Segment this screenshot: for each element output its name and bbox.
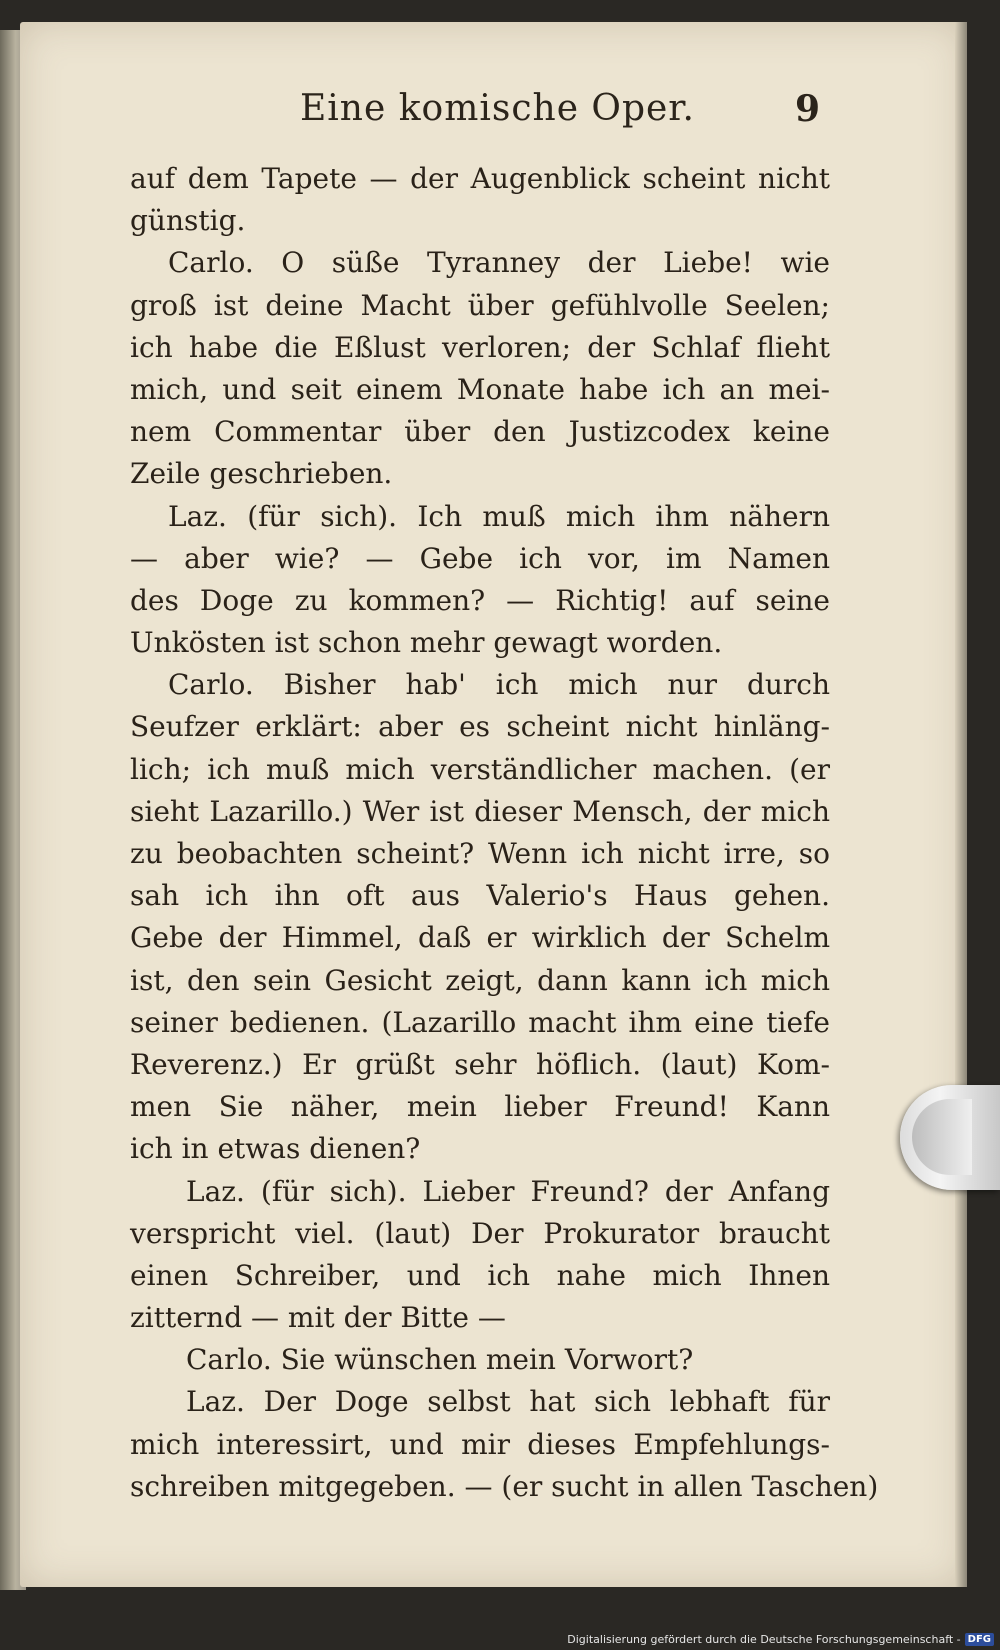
text-line: des Doge zu kommen? — Richtig! auf seine [130, 583, 830, 617]
text-line: sieht Lazarillo.) Wer ist dieser Mensch, der mich [130, 794, 830, 828]
clip-tab-highlight [912, 1099, 972, 1175]
text-line: lich; ich muß mich verständlicher machen. (er [130, 752, 830, 786]
text-line: günstig. [130, 204, 246, 238]
text-line: zitternd — mit der Bitte — [130, 1301, 506, 1335]
text-line: verspricht viel. (laut) Der Prokurator braucht [130, 1216, 830, 1250]
text-line: Seufzer erklärt: aber es scheint nicht hinläng- [130, 710, 830, 744]
text-line: groß ist deine Macht über gefühlvolle Seelen; [130, 288, 830, 322]
text-line: ich in etwas dienen? [130, 1132, 421, 1166]
text-line: — aber wie? — Gebe ich vor, im Namen [130, 541, 830, 575]
text-line: men Sie näher, mein lieber Freund! Kann [130, 1090, 830, 1124]
text-line: auf dem Tapete — der Augenblick scheint nicht [130, 162, 830, 195]
text-line: einen Schreiber, und ich nahe mich Ihnen [130, 1258, 830, 1292]
text-line: nem Commentar über den Justizcodex keine [130, 415, 830, 449]
text-line: mich, und seit einem Monate habe ich an mei- [130, 372, 830, 406]
text-line: sah ich ihn oft aus Valerio's Haus gehen. [130, 879, 830, 913]
running-title: Eine komische Oper. [300, 88, 695, 129]
text-line: zu beobachten scheint? Wenn ich nicht irre, so [130, 837, 830, 870]
text-line-speaker: Carlo. Bisher hab' ich mich nur durch [168, 668, 830, 702]
text-line-speaker: Laz. (für sich). Lieber Freund? der Anfang [186, 1174, 830, 1208]
text-line: ist, den sein Gesicht zeigt, dann kann ich mich [130, 963, 830, 997]
text-line: Reverenz.) Er grüßt sehr höflich. (laut) Kom- [130, 1047, 830, 1081]
text-line-speaker: Carlo. Sie wünschen mein Vorwort? [186, 1343, 694, 1377]
text-line: ich habe die Eßlust verloren; der Schlaf flieht [130, 330, 830, 364]
dfg-logo: DFG [965, 1633, 994, 1646]
text-line-speaker: Laz. Der Doge selbst hat sich lebhaft für [186, 1385, 830, 1419]
text-line: Zeile geschrieben. [130, 457, 393, 491]
page-clip-tab [900, 1085, 1000, 1190]
text-line-speaker: Carlo. O süße Tyranney der Liebe! wie [168, 246, 830, 280]
page-header [130, 88, 820, 138]
page-edge-shadow [955, 22, 967, 1587]
text-line: schreiben mitgegeben. — (er sucht in allen Taschen) [130, 1469, 879, 1503]
body-text [130, 158, 879, 1508]
text-line: Gebe der Himmel, daß er wirklich der Schelm [130, 921, 830, 955]
funding-note: Digitalisierung gefördert durch die Deutsche Forschungsgemeinschaft - [567, 1633, 961, 1646]
text-line: mich interessirt, und mir dieses Empfehlungs- [130, 1427, 830, 1461]
digitization-credit [567, 1633, 994, 1646]
text-line-speaker: Laz. (für sich). Ich muß mich ihm nähern [168, 499, 830, 533]
page-number: 9 [794, 88, 820, 130]
text-line: seiner bedienen. (Lazarillo macht ihm eine tiefe [130, 1005, 830, 1039]
text-line: Unkösten ist schon mehr gewagt worden. [130, 626, 723, 660]
